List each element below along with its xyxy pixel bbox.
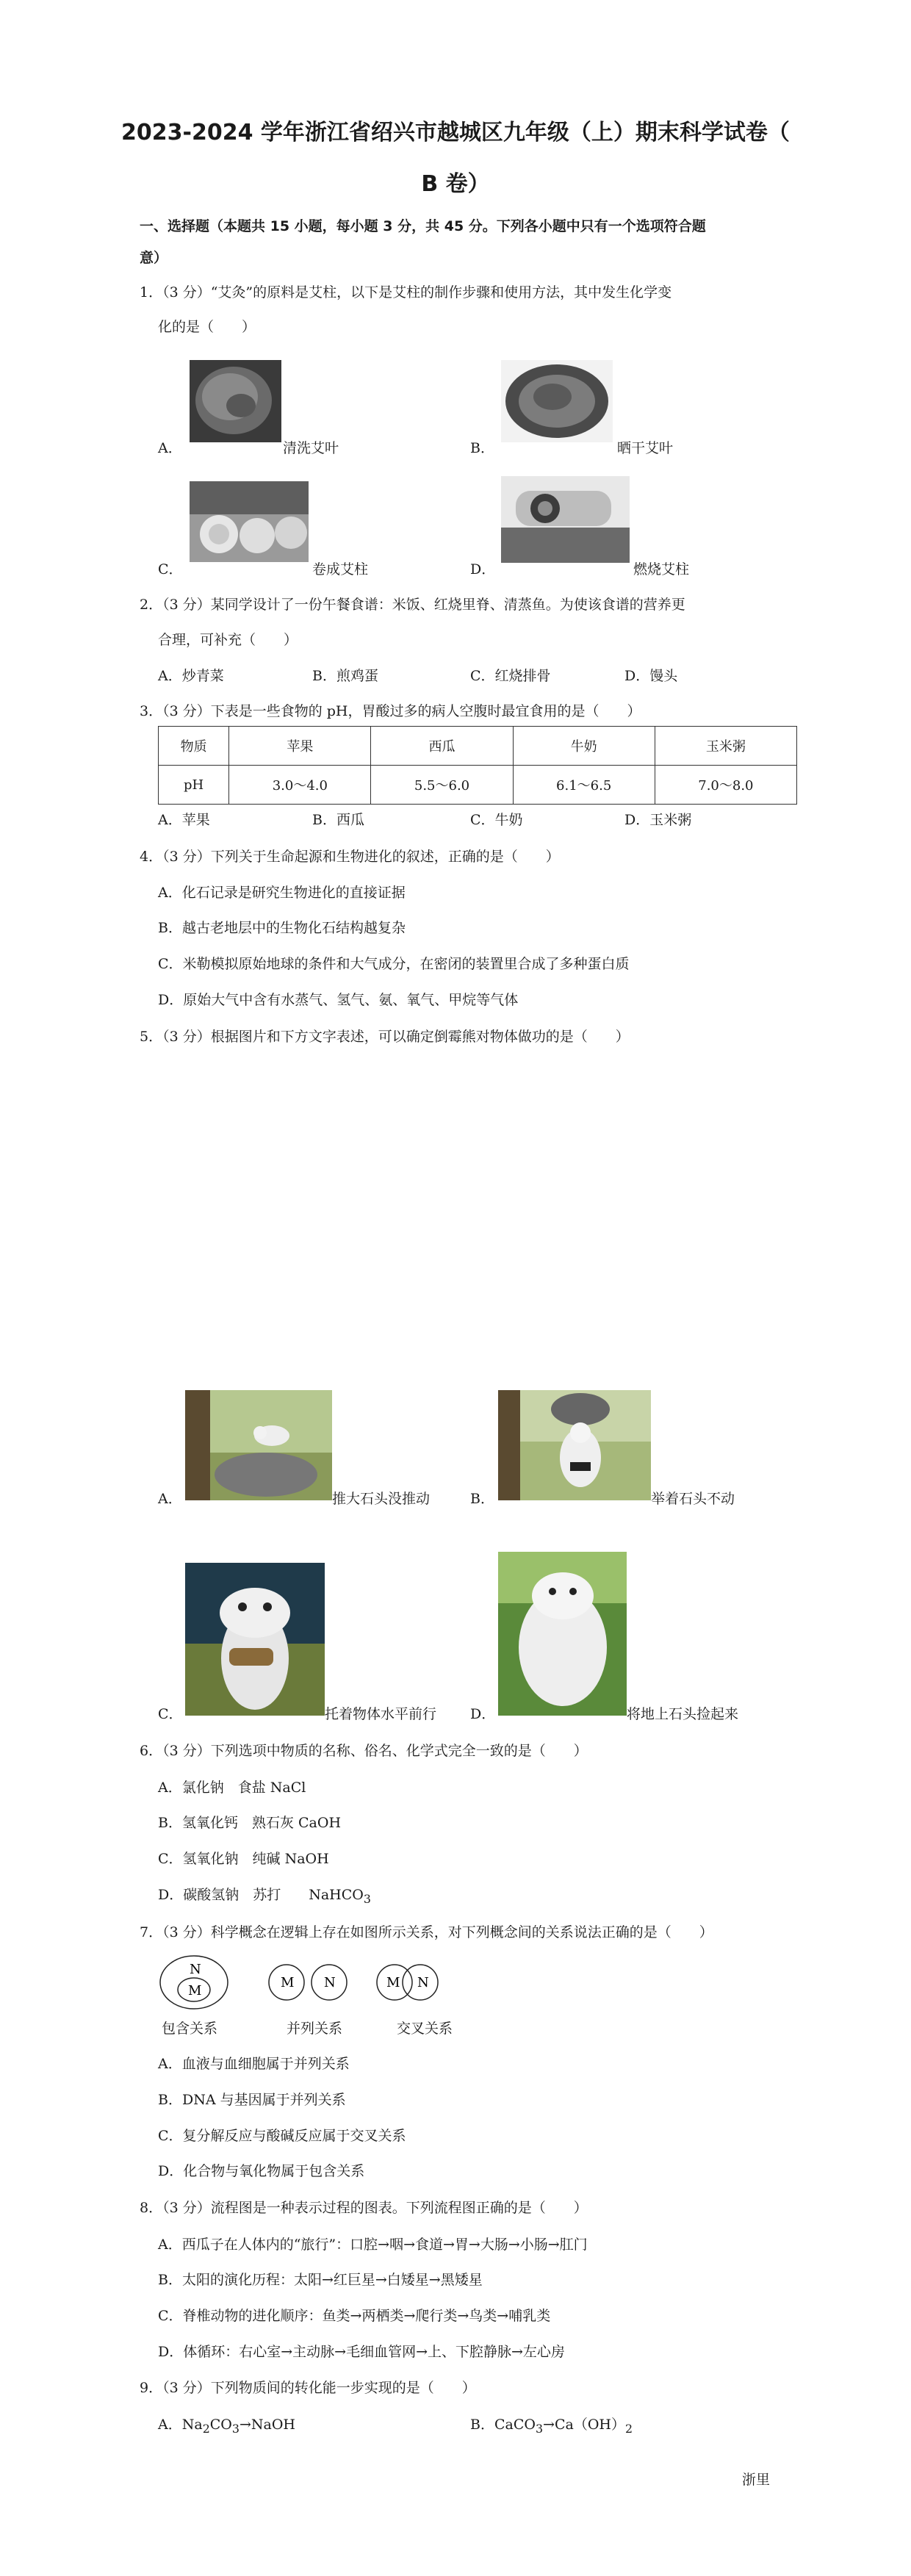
- diagram-letter-n: N: [190, 1962, 201, 1977]
- diagram-letter-m: M: [188, 1983, 202, 1998]
- q8-option-c: C．脊椎动物的进化顺序：鱼类→两栖类→爬行类→鸟类→哺乳类: [158, 2308, 551, 2324]
- q5-option-c-text: 托着物体水平前行: [325, 1706, 437, 1722]
- q1-stem-cont: 化的是（ ）: [158, 319, 256, 335]
- intersection-diagram: [377, 1965, 438, 2000]
- bear-holding-rock-photo: [498, 1390, 651, 1500]
- q6-option-b: B．氢氧化钙 熟石灰 CaOH: [158, 1815, 342, 1831]
- q7-option-c: C．复分解反应与酸碱反应属于交叉关系: [158, 2128, 406, 2144]
- diagram-letter-n: N: [324, 1975, 336, 1990]
- bear-carrying-object-photo: [185, 1563, 325, 1716]
- q1-option-a-text: 清洗艾叶: [283, 440, 339, 456]
- q3-stem: 3．（3 分）下表是一些食物的 pH，胃酸过多的病人空腹时最宜食用的是（ ）: [140, 703, 641, 719]
- exam-title-line2: B 卷）: [421, 171, 490, 197]
- q1-option-b-label: B．: [470, 440, 494, 456]
- burning-moxa-photo: [501, 476, 630, 563]
- q1-option-d-text: 燃烧艾柱: [633, 561, 690, 578]
- q3-option-b: B．西瓜: [312, 812, 364, 828]
- q4-option-d: D．原始大气中含有水蒸气、氢气、氨、氧气、甲烷等气体: [158, 992, 519, 1008]
- q1-option-a-label: A．: [158, 440, 182, 456]
- q9-stem: 9．（3 分）下列物质间的转化能一步实现的是（ ）: [140, 2380, 476, 2396]
- q4-option-b: B．越古老地层中的生物化石结构越复杂: [158, 920, 406, 936]
- q1-option-c-text: 卷成艾柱: [312, 561, 369, 578]
- q6-stem: 6．（3 分）下列选项中物质的名称、俗名、化学式完全一致的是（ ）: [140, 1743, 588, 1759]
- section-heading: 一、选择题（本题共 15 小题，每小题 3 分，共 45 分。下列各小题中只有一个选项符合题: [140, 218, 706, 234]
- q1-option-b-text: 晒干艾叶: [617, 440, 674, 456]
- diagram-label-intersection: 交叉关系: [397, 2021, 453, 2037]
- ph-table-cell: 物质: [159, 727, 229, 766]
- q5-option-d-text: 将地上石头捡起来: [627, 1706, 739, 1722]
- q2-stem-cont: 合理，可补充（ ）: [158, 632, 298, 648]
- q7-option-a: A．血液与血细胞属于并列关系: [158, 2056, 350, 2072]
- q2-stem: 2．（3 分）某同学设计了一份午餐食谱：米饭、红烧里脊、清蒸鱼。为使该食谱的营养更: [140, 597, 685, 613]
- exam-title-line1: 2023-2024 学年浙江省绍兴市越城区九年级（上）期末科学试卷（: [121, 120, 790, 145]
- q2-option-c: C．红烧排骨: [470, 668, 551, 684]
- q7-option-d: D．化合物与氧化物属于包含关系: [158, 2163, 365, 2179]
- q6-option-d: D．碳酸氢钠 苏打 NaHCO$_3$: [158, 1887, 371, 1906]
- section-heading-cont: 意）: [140, 250, 168, 266]
- q9-option-a: A．$Na_2CO_3\to NaOH$: [158, 2417, 295, 2436]
- q5-option-b-label: B．: [470, 1491, 494, 1507]
- q1-option-d-label: D．: [470, 561, 496, 578]
- q4-stem: 4．（3 分）下列关于生命起源和生物进化的叙述，正确的是（ ）: [140, 849, 560, 865]
- diagram-letter-m: M: [386, 1975, 400, 1990]
- diagram-letter-m: M: [281, 1975, 295, 1990]
- q5-stem: 5．（3 分）根据图片和下方文字表述，可以确定倒霉熊对物体做功的是（ ）: [140, 1029, 630, 1045]
- q8-option-b: B．太阳的演化历程：太阳→红巨星→白矮星→黑矮星: [158, 2272, 483, 2288]
- q2-option-b: B．煎鸡蛋: [312, 668, 378, 684]
- ph-table-row: [159, 766, 797, 805]
- q9-option-b: B．$CaCO_3\to Ca(OH)_2$: [470, 2417, 633, 2436]
- q7-stem: 7．（3 分）科学概念在逻辑上存在如图所示关系，对下列概念间的关系说法正确的是（ ）: [140, 1924, 713, 1940]
- ph-table-cell: 玉米粥: [655, 727, 796, 766]
- q1-stem: 1．（3 分）“艾灸”的原料是艾柱，以下是艾柱的制作步骤和使用方法，其中发生化学变: [140, 284, 672, 301]
- q3-option-a: A．苹果: [158, 812, 210, 828]
- q5-option-d-label: D．: [470, 1706, 496, 1722]
- ph-table-cell: 5.5～6.0: [371, 766, 513, 805]
- ph-table-cell: 6.1～6.5: [513, 766, 655, 805]
- page-footer: 浙里: [742, 2472, 771, 2488]
- ph-table-cell: 3.0～4.0: [229, 766, 371, 805]
- q5-option-a-text: 推大石头没推动: [332, 1491, 431, 1507]
- diagram-letter-n: N: [417, 1975, 429, 1990]
- bear-pushing-rock-photo: [185, 1390, 332, 1500]
- concept-relation-diagram: [156, 1949, 479, 2015]
- q6-option-c: C．氢氧化钠 纯碱 NaOH: [158, 1851, 329, 1867]
- q7-option-b: B．DNA 与基因属于并列关系: [158, 2092, 346, 2108]
- ph-table-cell: 西瓜: [371, 727, 513, 766]
- q8-option-d: D．体循环：右心室→主动脉→毛细血管网→上、下腔静脉→左心房: [158, 2344, 565, 2360]
- q6-option-a: A．氯化钠 食盐 NaCl: [158, 1780, 306, 1796]
- q4-option-a: A．化石记录是研究生物进化的直接证据: [158, 885, 406, 901]
- q2-option-a: A．炒青菜: [158, 668, 224, 684]
- bear-lifting-rock-photo: [498, 1552, 627, 1716]
- q5-option-b-text: 举着石头不动: [651, 1491, 735, 1507]
- diagram-label-inclusion: 包含关系: [162, 2021, 218, 2037]
- q3-option-d: D．玉米粥: [624, 812, 692, 828]
- q4-option-c: C．米勒模拟原始地球的条件和大气成分，在密闭的装置里合成了多种蛋白质: [158, 956, 630, 972]
- ph-table-header-row: [159, 727, 797, 766]
- q2-option-d: D．馒头: [624, 668, 678, 684]
- rolled-moxa-sticks-photo: [190, 481, 309, 562]
- ph-table: [158, 726, 797, 805]
- ph-table-cell: pH: [159, 766, 229, 805]
- q1-option-c-label: C．: [158, 561, 183, 578]
- q3-option-c: C．牛奶: [470, 812, 523, 828]
- diagram-label-parallel: 并列关系: [287, 2021, 343, 2037]
- dried-mugwort-photo: [501, 360, 613, 442]
- q8-option-a: A．西瓜子在人体内的“旅行”：口腔→咽→食道→胃→大肠→小肠→肛门: [158, 2237, 588, 2253]
- ph-table-cell: 苹果: [229, 727, 371, 766]
- q5-option-c-label: C．: [158, 1706, 183, 1722]
- q8-stem: 8．（3 分）流程图是一种表示过程的图表。下列流程图正确的是（ ）: [140, 2200, 588, 2216]
- inclusion-diagram: [160, 1956, 228, 2009]
- wet-mugwort-leaves-photo: [190, 360, 281, 442]
- q5-option-a-label: A．: [158, 1491, 182, 1507]
- ph-table-cell: 7.0～8.0: [655, 766, 796, 805]
- parallel-diagram: [269, 1965, 347, 2000]
- ph-table-cell: 牛奶: [513, 727, 655, 766]
